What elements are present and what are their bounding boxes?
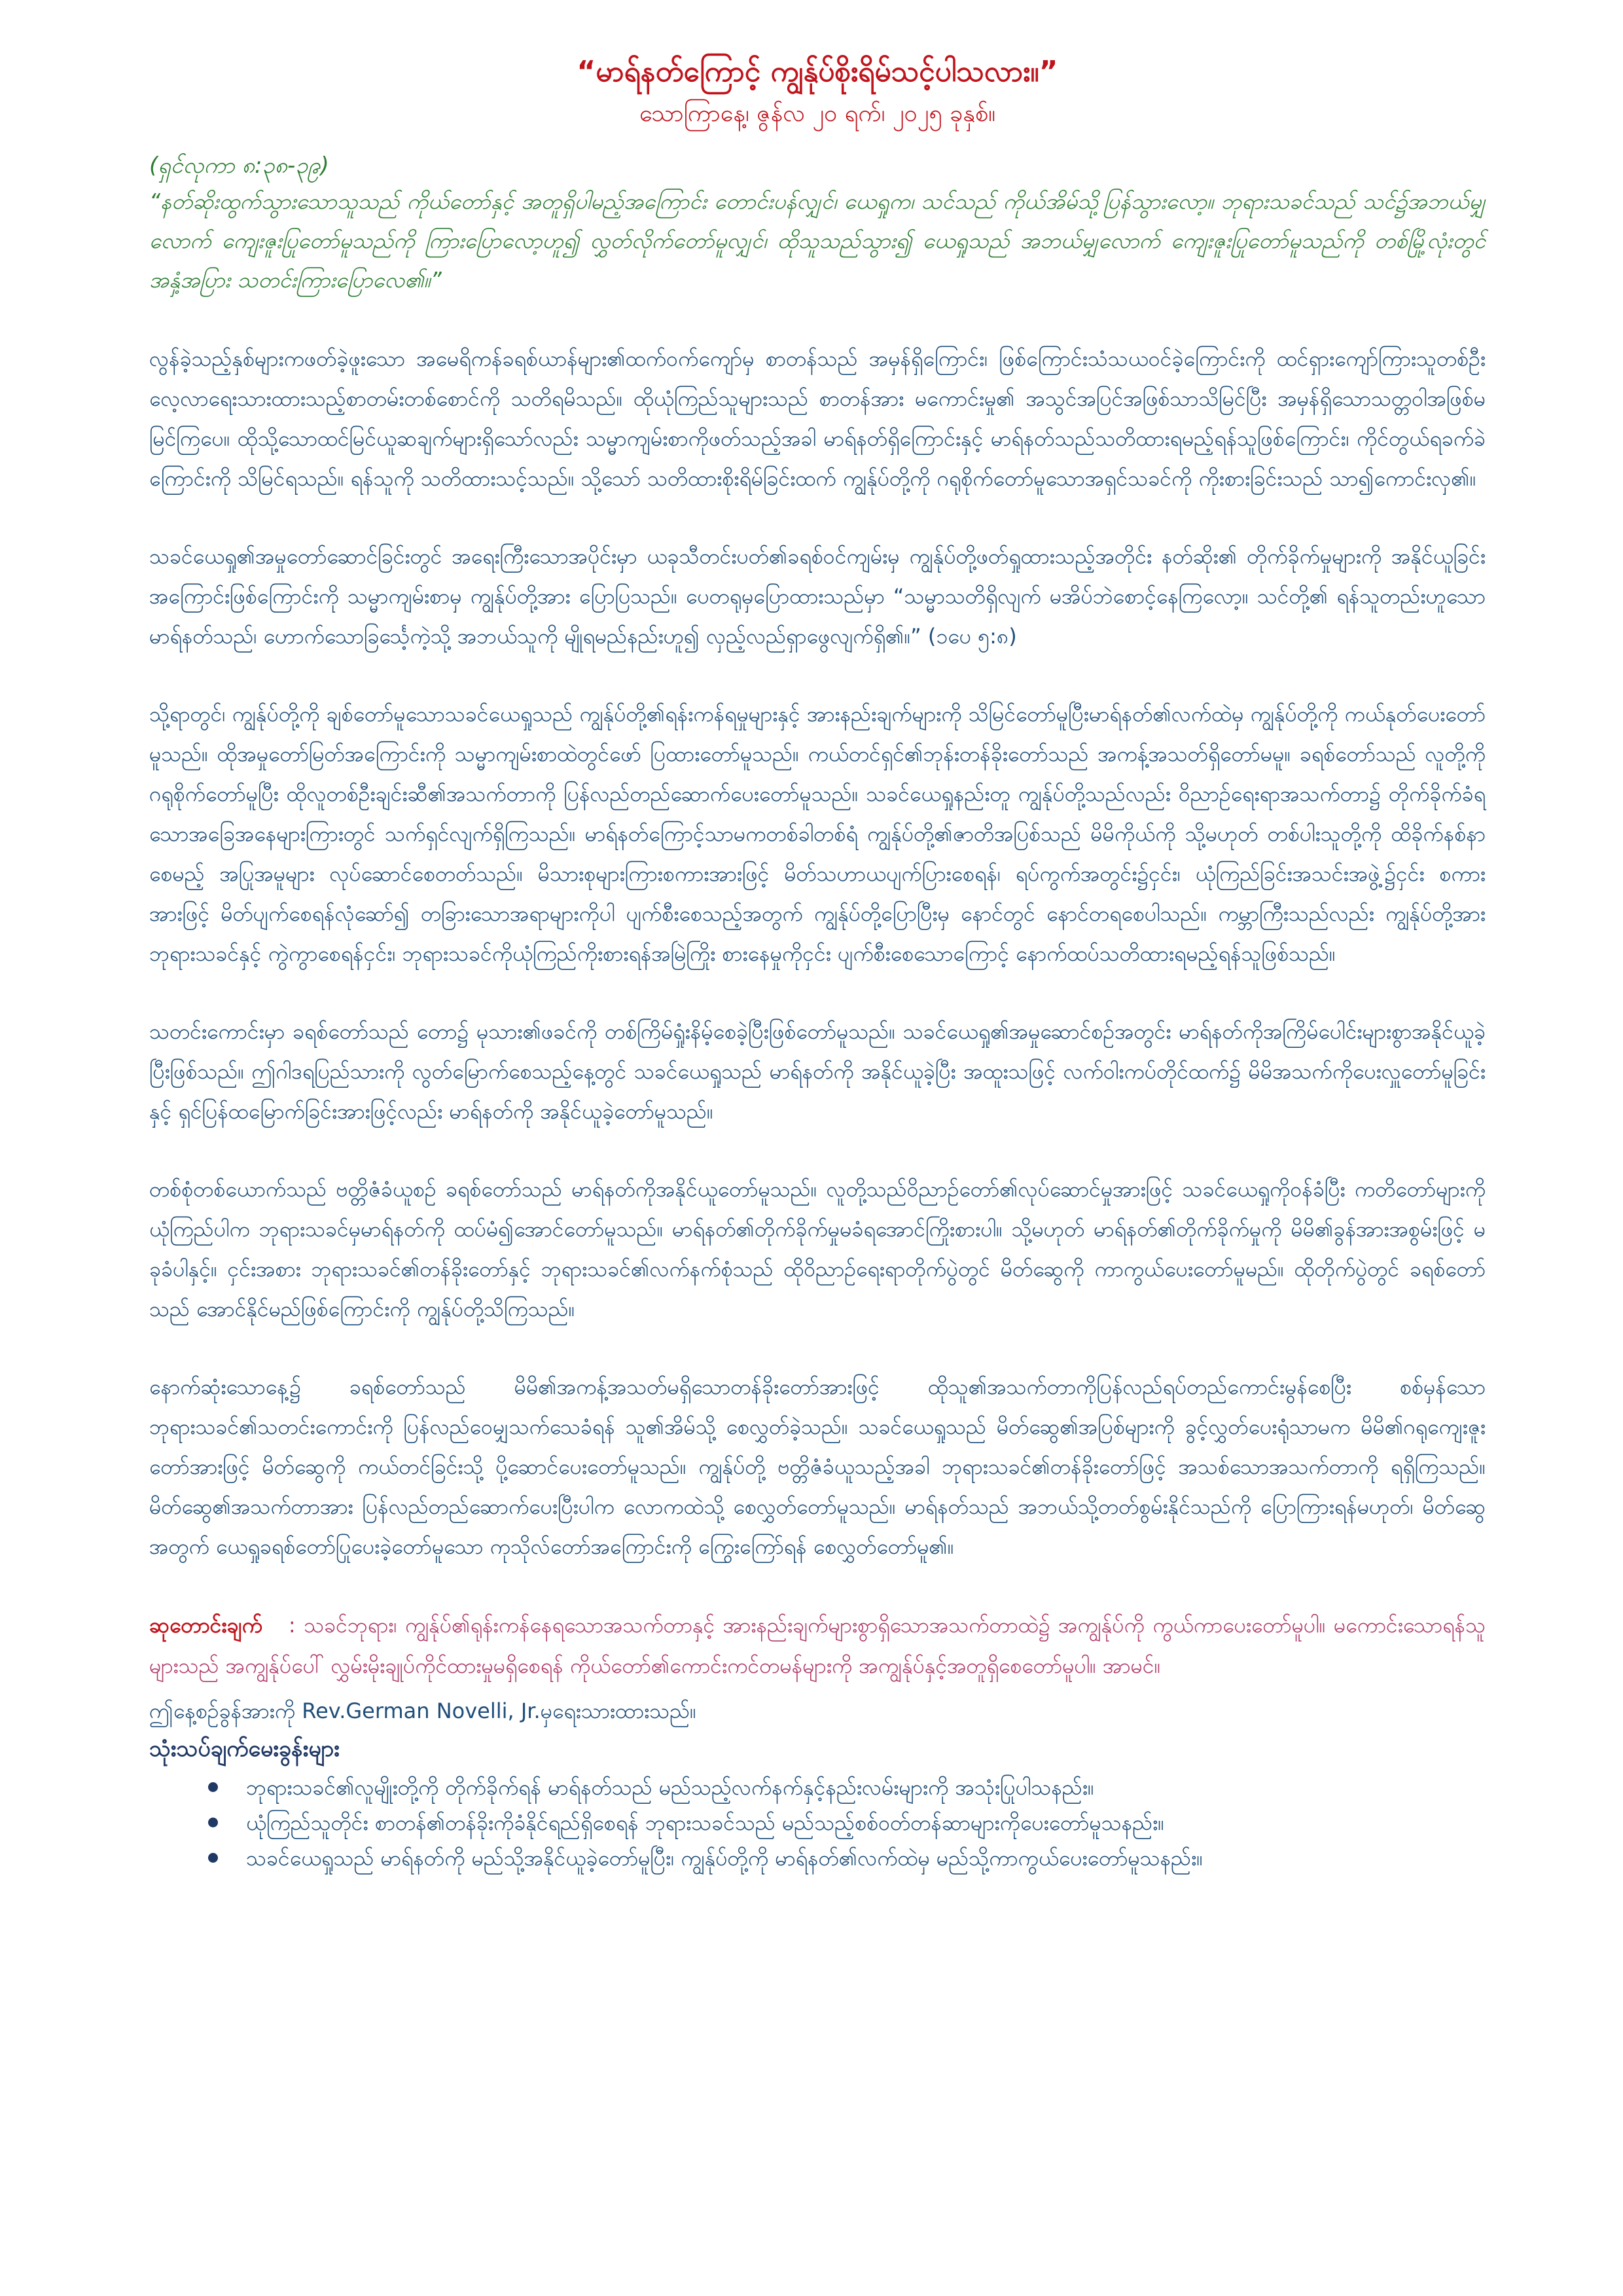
devotional-date: သောကြာနေ့၊ ဇွန်လ ၂၀ ရက်၊ ၂၀၂၅ ခုနှစ်။: [639, 100, 996, 127]
devotional-title: “မာရ်နတ်ကြောင့် ကျွန်ုပ်စိုးရိမ်သင့်ပါသလား။”: [577, 55, 1058, 88]
questions-list: [149, 1770, 1486, 1876]
question-item: [208, 1770, 1486, 1805]
prayer-block: [149, 1605, 1486, 1686]
scripture-quote: “နတ်ဆိုးထွက်သွားသောသူသည် ကိုယ်တော်နှင့် အတူရှိပါမည့်အကြောင်း တောင်းပန်လျှင်၊ ယေရှုက၊ သင်သည် ကိုယ်အိမ်သို့ပြန်သွားလော့။ ဘုရားသခင်သည် သင်၌အဘယ်မျှလောက် ကျေးဇူးပြုတော်မူသည်ကို ကြားပြောလော့ဟူ၍ လွှတ်လိုက်တော်မူလျှင်၊ ထိုသူသည်သွား၍ ယေရှုသည် အဘယ်မျှလောက် ကျေးဇူးပြုတော်မူသည်ကို တစ်မြို့လုံးတွင် အနှံ့အပြား သတင်းကြားပြောလေ၏။”: [149, 188, 1486, 293]
question-text: ဘုရားသခင်၏လူမျိုးတို့ကို တိုက်ခိုက်ရန် မာရ်နတ်သည် မည်သည့်လက်နက်နှင့်နည်းလမ်းများကို အသုံးပြုပါသနည်း။: [246, 1775, 1094, 1800]
question-text: ယုံကြည်သူတိုင်း စာတန်၏တန်ခိုးကိုခံနိုင်ရည်ရှိစေရန် ဘုရားသခင်သည် မည်သည့်စစ်ဝတ်တန်ဆာများကိုပေးတော်မူသနည်း။: [246, 1810, 1164, 1835]
bullet-icon: [208, 1818, 218, 1827]
body-paragraph-1: လွန်ခဲ့သည့်နှစ်များကဖတ်ခဲ့ဖူးသော အမေရိကန်ခရစ်ယာန်များ၏ထက်ဝက်ကျော်မှ စာတန်သည် အမှန်ရှိကြောင်း၊ ဖြစ်ကြောင်းသံသယဝင်ခဲ့ကြောင်းကို ထင်ရှားကျော်ကြားသူတစ်ဦး လေ့လာရေးသားထားသည့်စာတမ်းတစ်စောင်ကို သတိရမိသည်။ ထိုယုံကြည်သူများသည် စာတန်အား မကောင်းမှု၏ အသွင်အပြင်အဖြစ်သာသိမြင်ပြီး အမှန်ရှိသောသတ္တဝါအဖြစ်မမြင်ကြပေ။ ထိုသို့သောထင်မြင်ယူဆချက်များရှိသော်လည်း သမ္မာကျမ်းစာကိုဖတ်သည့်အခါ မာရ်နတ်ရှိကြောင်းနှင့် မာရ်နတ်သည်သတိထားရမည့်ရန်သူဖြစ်ကြောင်း၊ ကိုင်တွယ်ရခက်ခဲကြောင်းကို သိမြင်ရသည်။ ရန်သူကို သတိထားသင့်သည်။ သို့သော် သတိထားစိုးရိမ်ခြင်းထက် ကျွန်ုပ်တို့ကို ဂရုစိုက်တော်မူသောအရှင်သခင်ကို ကိုးစားခြင်းသည် သာ၍ကောင်းလှ၏။: [149, 346, 1486, 491]
prayer-separator: :: [288, 1613, 296, 1638]
prayer-text: သခင်ဘုရား၊ ကျွန်ုပ်၏ရုန်းကန်နေရသောအသက်တာနှင့် အားနည်းချက်များစွာရှိသောအသက်တာထဲ၌ အကျွန်ုပ်ကို ကွယ်ကာပေးတော်မူပါ။ မကောင်းသောရန်သူများသည် အကျွန်ုပ်ပေါ် လွှမ်းမိုးချုပ်ကိုင်ထားမှုမရှိစေရန် ကိုယ်တော်၏ကောင်းကင်တမန်များကို အကျွန်ုပ်နှင့်အတူရှိစေတော်မူပါ။ အာမင်။: [149, 1613, 1486, 1678]
scripture-reference: (ရှင်လုကာ ၈:၃၈-၃၉): [149, 152, 329, 179]
question-item: [208, 1805, 1486, 1840]
bullet-icon: [208, 1782, 218, 1792]
questions-heading: သုံးသပ်ချက်မေးခွန်းများ: [149, 1736, 340, 1762]
body-paragraph-6: နောက်ဆုံးသောနေ့၌ ခရစ်တော်သည် မိမိ၏အကန့်အသတ်မရှိသောတန်ခိုးတော်အားဖြင့် ထိုသူ၏အသက်တာကိုပြန်လည်ရပ်တည်ကောင်းမွန်စေပြီး စစ်မှန်သောဘုရားသခင်၏သတင်းကောင်းကို ပြန်လည်ဝေမျှသက်သေခံရန် သူ၏အိမ်သို့ စေလွှတ်ခဲ့သည်။ သခင်ယေရှုသည် မိတ်ဆွေ၏အပြစ်များကို ခွင့်လွှတ်ပေးရုံသာမက မိမိ၏ဂရုကျေးဇူးတော်အားဖြင့် မိတ်ဆွေကို ကယ်တင်ခြင်းသို့ ပို့ဆောင်ပေးတော်မူသည်။ ကျွန်ုပ်တို့ ဗတ္တိဇံခံယူသည့်အခါ ဘုရားသခင်၏တန်ခိုးတော်ဖြင့် အသစ်သောအသက်တာကို ရရှိကြသည်။ မိတ်ဆွေ၏အသက်တာအား ပြန်လည်တည်ဆောက်ပေးပြီးပါက လောကထဲသို့ စေလွှတ်တော်မူသည်။ မာရ်နတ်သည် အဘယ်သို့တတ်စွမ်းနိုင်သည်ကို ပြောကြားရန်မဟုတ်၊ မိတ်ဆွေအတွက် ယေရှုခရစ်တော်ပြုပေးခဲ့တော်မူသော ကုသိုလ်တော်အကြောင်းကို ကြွေးကြော်ရန် စေလွှတ်တော်မူ၏။: [149, 1374, 1486, 1559]
prayer-label: ဆုတောင်းချက်: [149, 1613, 262, 1638]
question-item: [208, 1840, 1486, 1876]
body-paragraph-3: သို့ရာတွင်၊ ကျွန်ုပ်တို့ကို ချစ်တော်မူသောသခင်ယေရှုသည် ကျွန်ုပ်တို့၏ရန်းကန်ရမှုများနှင့် အားနည်းချက်များကို သိမြင်တော်မူပြီးမာရ်နတ်၏လက်ထဲမှ ကျွန်ုပ်တို့ကို ကယ်နုတ်ပေးတော်မူသည်။ ထိုအမှုတော်မြတ်အကြောင်းကို သမ္မာကျမ်းစာထဲတွင်ဖော် ပြထားတော်မူသည်။ ကယ်တင်ရှင်၏ဘုန်းတန်ခိုးတော်သည် အကန့်အသတ်ရှိတော်မမူ။ ခရစ်တော်သည် လူတို့ကို ဂရုစိုက်တော်မူပြီး ထိုလူတစ်ဦးချင်းဆီ၏အသက်တာကို ပြန်လည်တည်ဆောက်ပေးတော်မူသည်။ သခင်ယေရှုနည်းတူ ကျွန်ုပ်တို့သည်လည်း ဝိညာဉ်ရေးရာအသက်တာ၌ တိုက်ခိုက်ခံရသောအခြေအနေများကြားတွင် သက်ရှင်လျက်ရှိကြသည်။ မာရ်နတ်ကြောင့်သာမကတစ်ခါတစ်ရံ ကျွန်ုပ်တို့၏ဇာတိအပြစ်သည် မိမိကိုယ်ကို သို့မဟုတ် တစ်ပါးသူတို့ကို ထိခိုက်နစ်နာစေမည့် အပြုအမူများ လုပ်ဆောင်စေတတ်သည်။ မိသားစုများကြားစကားအားဖြင့် မိတ်သဟာယပျက်ပြားစေရန်၊ ရပ်ကွက်အတွင်း၌ငှင်း၊ ယုံကြည်ခြင်းအသင်းအဖွဲ့၌ငှင်း စကားအားဖြင့် မိတ်ပျက်စေရန်လုံဆော်၍ တခြားသောအရာများကိုပါ ပျက်စီးစေသည့်အတွက် ကျွန်ုပ်တို့ပြောပြီးမှ နောင်တွင် နောင်တရစေပါသည်။ ကမ္ဘာကြီးသည်လည်း ကျွန်ုပ်တို့အား ဘုရားသခင်နှင့် ကွဲကွာစေရန်ငှင်း၊ ဘုရားသခင်ကိုယုံကြည်ကိုးစားရန်အမြဲကြိုး စားနေမှုကိုငှင်း ပျက်စီးစေသောကြောင့် နောက်ထပ်သတိထားရမည့်ရန်သူဖြစ်သည်။: [149, 702, 1486, 966]
question-text: သခင်ယေရှုသည် မာရ်နတ်ကို မည်သို့အနိုင်ယူခဲ့တော်မူပြီး၊ ကျွန်ုပ်တို့ကို မာရ်နတ်၏လက်ထဲမှ မည်သို့ကာကွယ်ပေးတော်မူသနည်း။: [246, 1846, 1203, 1871]
author-credit: ဤနေ့စဉ်ခွန်အားကို Rev.German Novelli, Jr.မှရေးသားထားသည်။: [149, 1698, 696, 1723]
body-paragraph-5: တစ်စုံတစ်ယောက်သည် ဗတ္တိဇံခံယူစဉ် ခရစ်တော်သည် မာရ်နတ်ကိုအနိုင်ယူတော်မူသည်။ လူတို့သည်ဝိညာဉ်တော်၏လုပ်ဆောင်မှုအားဖြင့် သခင်ယေရှုကိုဝန်ခံပြီး ကတိတော်များကို ယုံကြည်ပါက ဘုရားသခင်မှမာရ်နတ်ကို ထပ်မံ၍အောင်တော်မူသည်။ မာရ်နတ်၏တိုက်ခိုက်မှုမခံရအောင်ကြိုးစားပါ။ သို့မဟုတ် မာရ်နတ်၏တိုက်ခိုက်မှုကို မိမိ၏ခွန်အားအစွမ်းဖြင့် မခုခံပါနှင့်။ ငှင်းအစား ဘုရားသခင်၏တန်ခိုးတော်နှင့် ဘုရားသခင်၏လက်နက်စုံသည် ထိုဝိညာဉ်ရေးရာတိုက်ပွဲတွင် မိတ်ဆွေကို ကာကွယ်ပေးတော်မူမည်။ ထိုတိုက်ပွဲတွင် ခရစ်တော်သည် အောင်နိုင်မည်ဖြစ်ကြောင်းကို ကျွန်ုပ်တို့သိကြသည်။: [149, 1177, 1486, 1321]
bullet-icon: [208, 1853, 218, 1863]
body-paragraph-2: သခင်ယေရှု၏အမှုတော်ဆောင်ခြင်းတွင် အရေးကြီးသောအပိုင်းမှာ ယခုသီတင်းပတ်၏ခရစ်ဝင်ကျမ်းမှ ကျွန်ုပ်တို့ဖတ်ရှုထားသည့်အတိုင်း နတ်ဆိုး၏ တိုက်ခိုက်မှုများကို အနိုင်ယူခြင်းအကြောင်းဖြစ်ကြောင်းကို သမ္မာကျမ်းစာမှ ကျွန်ုပ်တို့အား ပြောပြသည်။ ပေတရုမှပြောထားသည်မှာ “သမ္မာသတိရှိလျက် မအိပ်ဘဲစောင့်နေကြလော့။ သင်တို့၏ ရန်သူတည်းဟူသော မာရ်နတ်သည်၊ ဟောက်သောခြင်္သေ့ကဲ့သို့ အဘယ်သူကို မျိုရမည်နည်းဟူ၍ လှည့်လည်ရှာဖွေလျက်ရှိ၏။” (၁ပေ ၅:၈): [149, 544, 1486, 649]
body-paragraph-4: သတင်းကောင်းမှာ ခရစ်တော်သည် တော၌ မုသား၏ဖခင်ကို တစ်ကြိမ်ရှုံးနိမ့်စေခဲ့ပြီးဖြစ်တော်မူသည်။ သခင်ယေရှု၏အမှုဆောင်စဉ်အတွင်း မာရ်နတ်ကိုအကြိမ်ပေါင်းများစွာအနိုင်ယူခဲ့ပြီးဖြစ်သည်။ ဤဂါဒရပြည်သားကို လွတ်မြောက်စေသည့်နေ့တွင် သခင်ယေရှုသည် မာရ်နတ်ကို အနိုင်ယူခဲ့ပြီး အထူးသဖြင့် လက်ဝါးကပ်တိုင်ထက်၌ မိမိအသက်ကိုပေးလှူတော်မူခြင်းနှင့် ရှင်ပြန်ထမြောက်ခြင်းအားဖြင့်လည်း မာရ်နတ်ကို အနိုင်ယူခဲ့တော်မူသည်။: [149, 1019, 1486, 1124]
